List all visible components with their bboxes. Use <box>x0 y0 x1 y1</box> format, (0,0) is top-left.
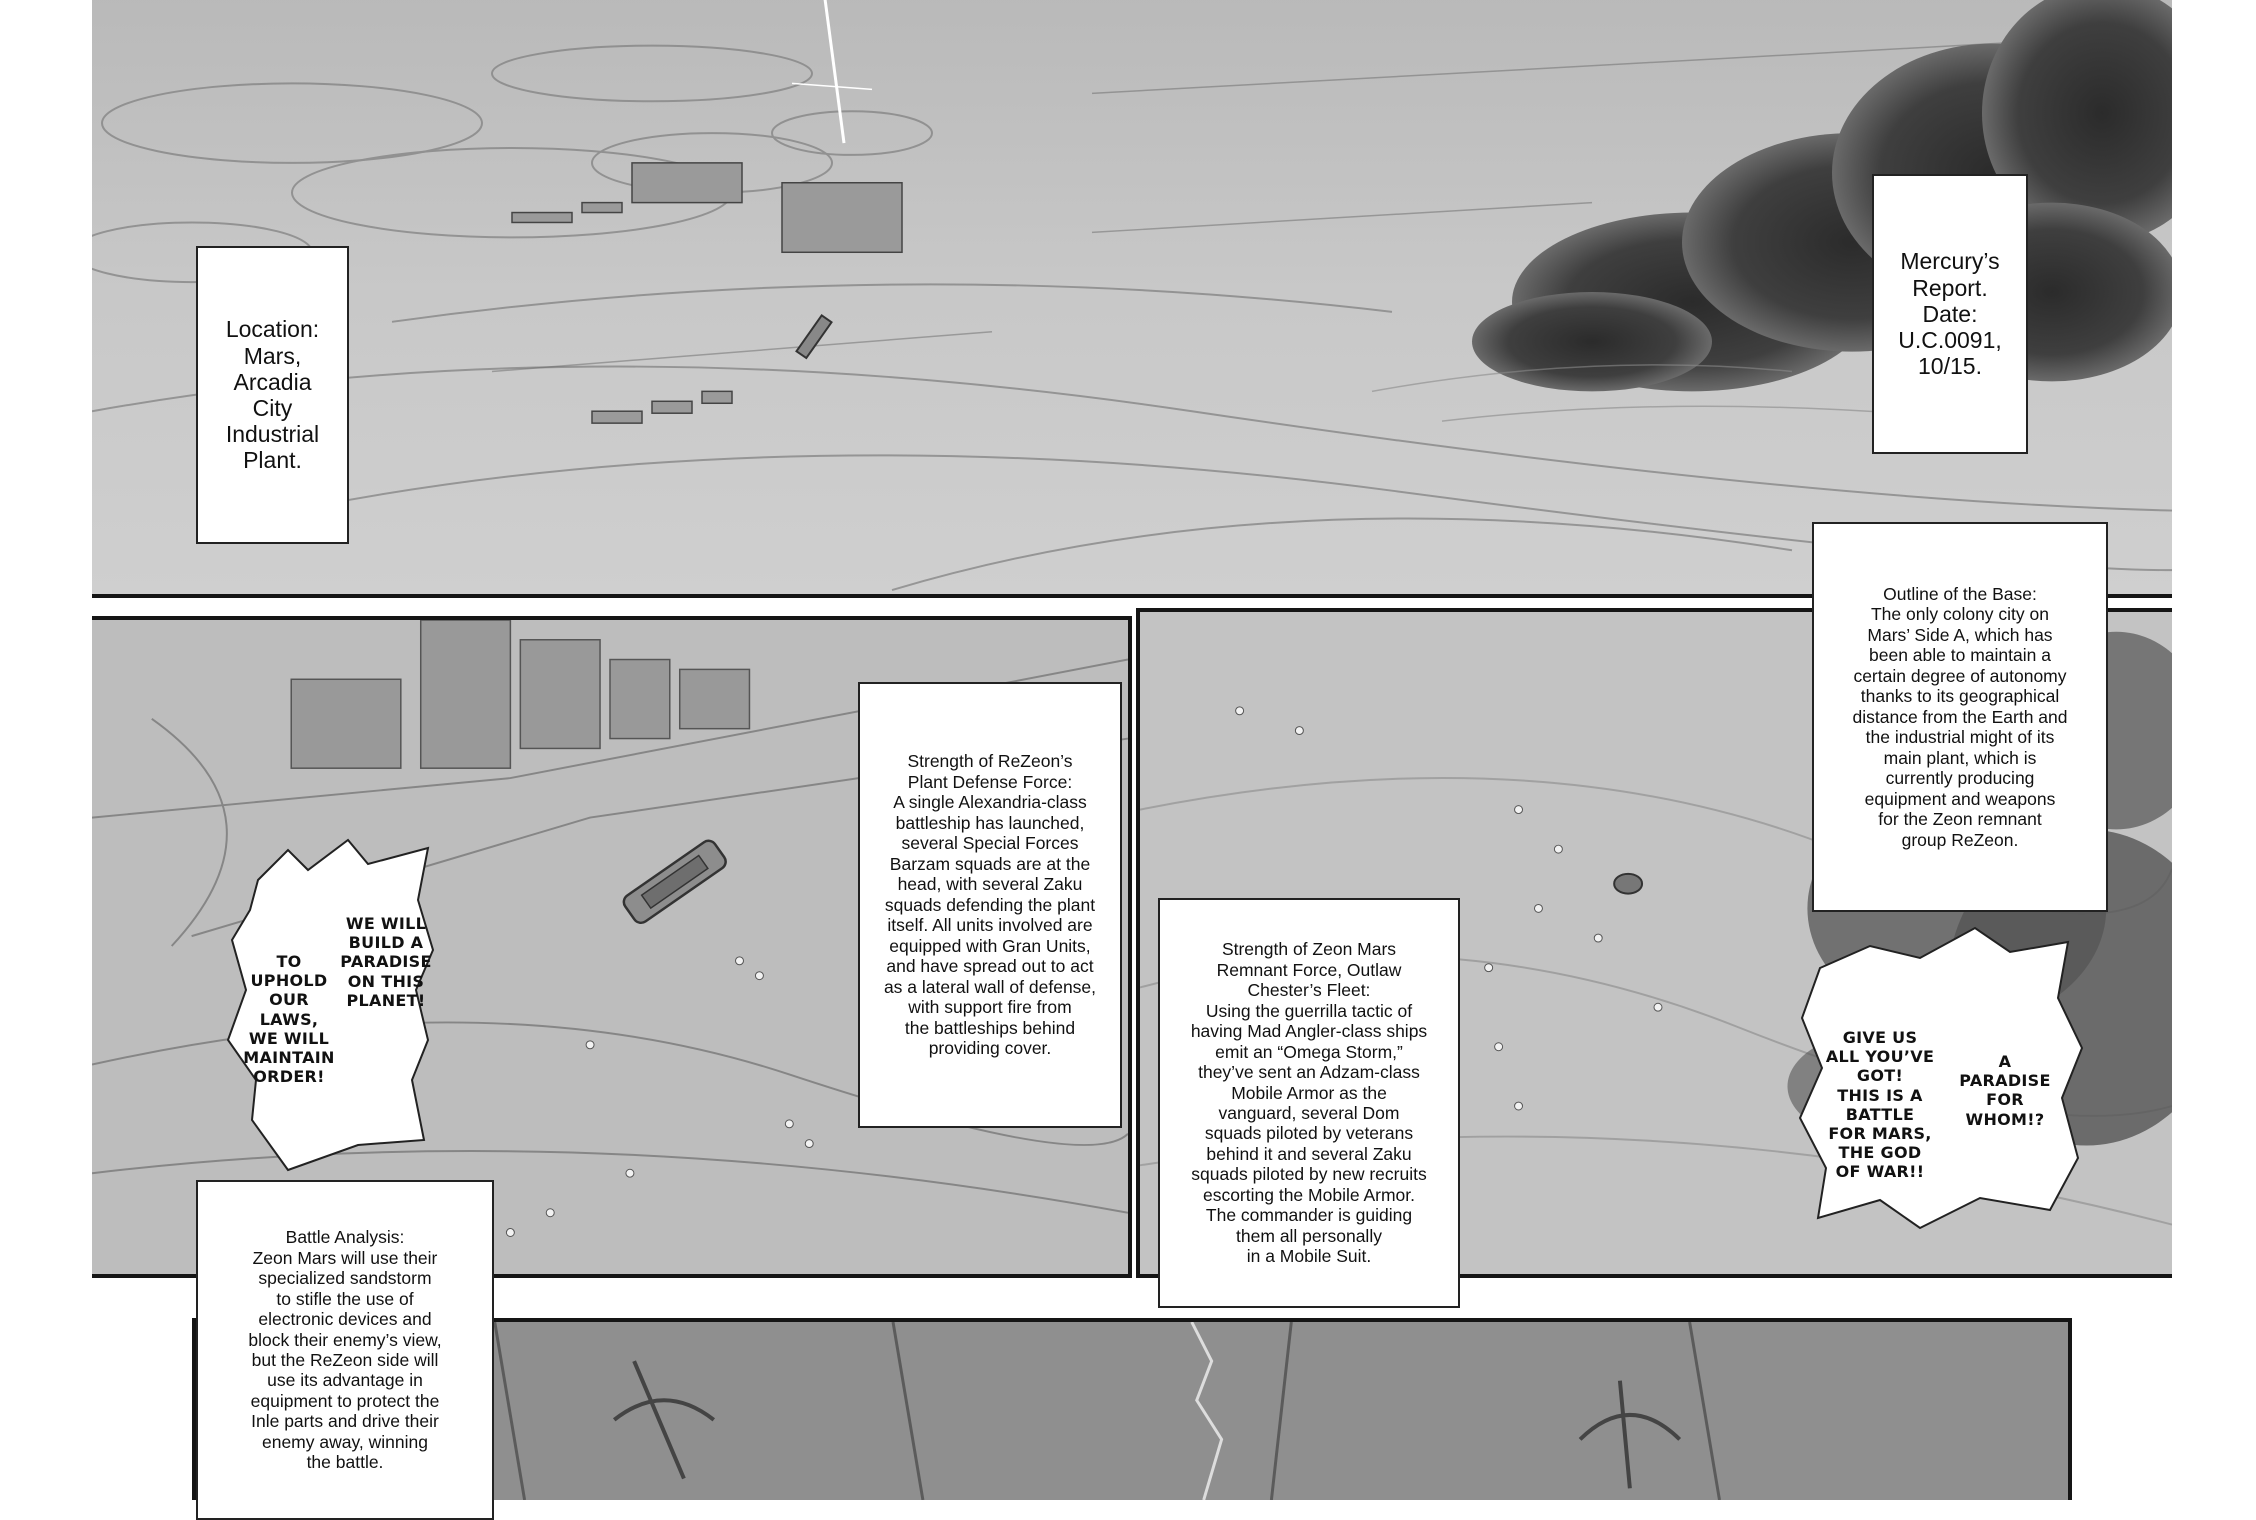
bubble-text-give-us: GIVE US ALL YOU’VE GOT! THIS IS A BATTLE FOR MARS, THE GOD OF WAR!! <box>1825 1028 1935 1182</box>
bubble-text-uphold: TO UPHOLD OUR LAWS, WE WILL MAINTAIN ORDER! <box>243 952 335 1087</box>
caption-battle-analysis: Battle Analysis: Zeon Mars will use their specialized sandstorm to stifle the use of electronic devices and block their enemy’s view, but the ReZeon side will use its advantage in equipment to protect the Inle parts and drive their enemy away, winning the battle. <box>196 1180 494 1520</box>
caption-location: Location: Mars, Arcadia City Industrial Plant. <box>196 246 349 544</box>
caption-rezeon-strength: Strength of ReZeon’s Plant Defense Force: A single Alexandria-class battleship has launched, several Special Forces Barzam squads are at the head, with several Zaku squads defending the plant itself. All units involved are equipped with Gran Units, and have spread out to act as a lateral wall of defense, with support fire from the battleships behind providing cover. <box>858 682 1122 1128</box>
panel-panorama <box>92 0 2172 598</box>
caption-zeon-strength: Strength of Zeon Mars Remnant Force, Outlaw Chester’s Fleet: Using the guerrilla tactic of having Mad Angler-class ships emit an “Omega Storm,” they’ve sent an Adzam-class Mobile Armor as the vanguard, several Dom squads piloted by veterans behind it and several Zaku squads piloted by new recruits escorting the Mobile Armor. The commander is guiding them all personally in a Mobile Suit. <box>1158 898 1460 1308</box>
speech-bubble-rezeon <box>228 840 438 1170</box>
caption-base-outline: Outline of the Base: The only colony city on Mars’ Side A, which has been able to maintain a certain degree of autonomy thanks to its geographical distance from the Earth and the industrial might of its main plant, which is currently producing equipment and weapons for the Zeon remnant group ReZeon. <box>1812 522 2108 912</box>
panorama-illustration <box>92 0 2172 594</box>
bubble-text-build-paradise: WE WILL BUILD A PARADISE ON THIS PLANET! <box>340 914 432 1010</box>
caption-mercury-report: Mercury’s Report. Date: U.C.0091, 10/15. <box>1872 174 2028 454</box>
bubble-text-paradise-whom: A PARADISE FOR WHOM!? <box>1959 1052 2051 1129</box>
speech-bubble-zeon <box>1800 928 2082 1228</box>
